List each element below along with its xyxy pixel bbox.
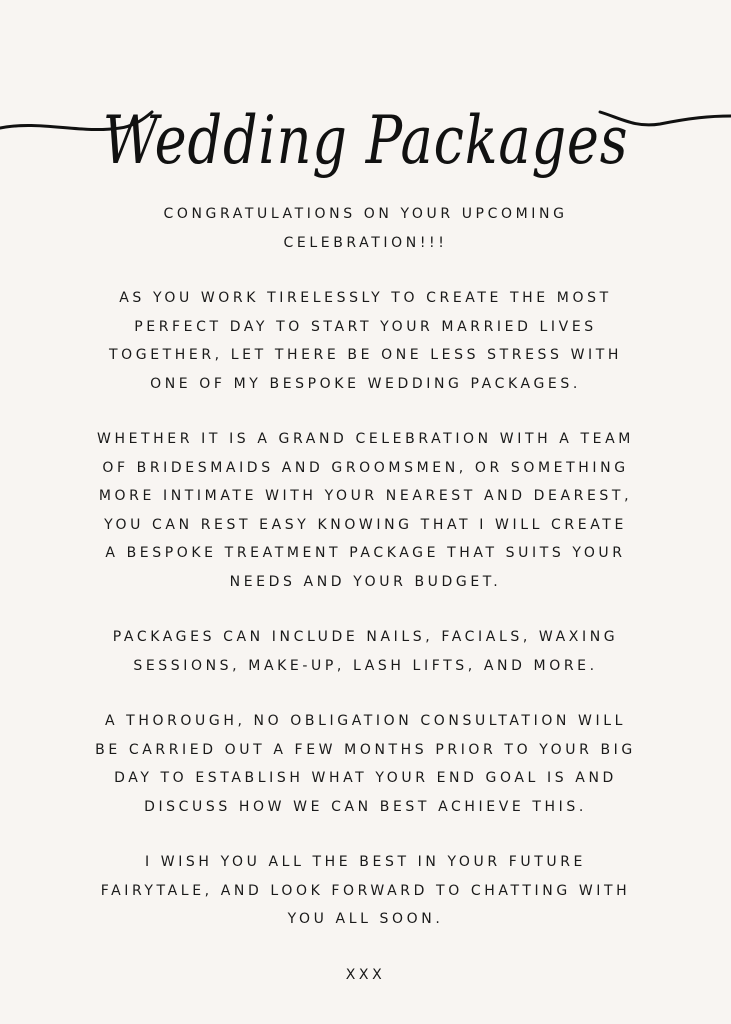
- text-line: YOU ALL SOON.: [287, 911, 444, 927]
- text-line: PERFECT DAY TO START YOUR MARRIED LIVES: [134, 318, 597, 335]
- text-line: PACKAGES CAN INCLUDE NAILS, FACIALS, WAXING: [112, 629, 619, 645]
- paragraph: [0, 707, 731, 821]
- paragraph: [0, 848, 731, 934]
- text-line: BE CARRIED OUT A FEW MONTHS PRIOR TO YOUR BIG: [95, 741, 636, 758]
- text-line: A BESPOKE TREATMENT PACKAGE THAT SUITS YOUR: [105, 545, 626, 561]
- paragraph: [0, 623, 731, 680]
- text-line: CONGRATULATIONS ON YOUR UPCOMING: [163, 206, 568, 222]
- text-line: CELEBRATION!!!: [283, 234, 448, 251]
- text-line: TOGETHER, LET THERE BE ONE LESS STRESS WITH: [108, 347, 623, 363]
- text-line: SESSIONS, MAKE-UP, LASH LIFTS, AND MORE.: [133, 657, 598, 674]
- text-line: XXX: [345, 966, 386, 983]
- paragraph: [0, 284, 731, 398]
- text-line: YOU CAN REST EASY KNOWING THAT I WILL CREATE: [104, 516, 627, 533]
- body-text: [0, 200, 731, 1016]
- sign-off: [0, 961, 731, 990]
- text-line: MORE INTIMATE WITH YOUR NEAREST AND DEAREST,: [98, 488, 633, 504]
- text-line: DISCUSS HOW WE CAN BEST ACHIEVE THIS.: [144, 798, 587, 815]
- text-line: AS YOU WORK TIRELESSLY TO CREATE THE MOST: [119, 290, 612, 306]
- text-line: FAIRYTALE, AND LOOK FORWARD TO CHATTING WITH: [100, 882, 631, 899]
- text-line: I WISH YOU ALL THE BEST IN YOUR FUTURE: [144, 854, 586, 870]
- page-title: Wedding Packages: [102, 102, 629, 180]
- text-line: NEEDS AND YOUR BUDGET.: [229, 573, 502, 590]
- text-line: WHETHER IT IS A GRAND CELEBRATION WITH A TEAM: [97, 431, 634, 447]
- text-line: ONE OF MY BESPOKE WEDDING PACKAGES.: [150, 375, 581, 392]
- paragraph: [0, 425, 731, 596]
- text-line: OF BRIDESMAIDS AND GROOMSMEN, OR SOMETHING: [102, 459, 629, 476]
- text-line: DAY TO ESTABLISH WHAT YOUR END GOAL IS AND: [114, 770, 617, 786]
- text-line: A THOROUGH, NO OBLIGATION CONSULTATION WILL: [104, 713, 627, 729]
- paragraph: [0, 200, 731, 257]
